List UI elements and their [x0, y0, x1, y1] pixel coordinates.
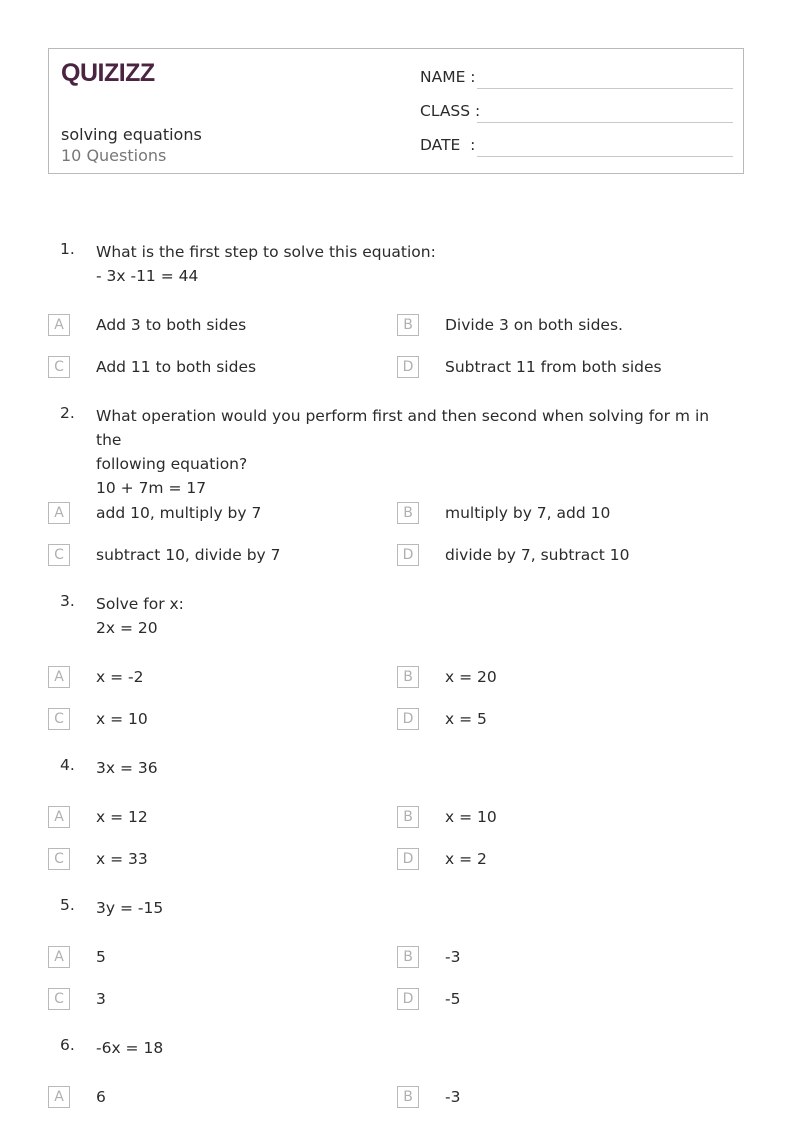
option-letter: A	[48, 806, 70, 828]
question-text	[96, 756, 726, 780]
option-text: -5	[445, 990, 461, 1008]
option-letter: A	[48, 1086, 70, 1108]
question-line: 3x = 36	[96, 759, 158, 777]
question-number: 3.	[60, 592, 75, 610]
option-text: 3	[96, 990, 106, 1008]
option-text: 6	[96, 1088, 106, 1106]
option-letter: C	[48, 848, 70, 870]
option-letter: B	[397, 502, 419, 524]
option-text: x = 20	[445, 668, 497, 686]
option-text: -3	[445, 948, 461, 966]
option-text: x = 33	[96, 850, 148, 868]
question-number: 4.	[60, 756, 75, 774]
name-line	[477, 88, 733, 89]
date-line	[477, 156, 733, 157]
option-text: x = -2	[96, 668, 144, 686]
question-line: What is the first step to solve this equation:	[96, 243, 436, 261]
question-line: 2x = 20	[96, 619, 158, 637]
option-letter: D	[397, 988, 419, 1010]
option-letter: A	[48, 666, 70, 688]
option-text: Divide 3 on both sides.	[445, 316, 623, 334]
option-letter: D	[397, 708, 419, 730]
question-line: Solve for x:	[96, 595, 184, 613]
option-letter: A	[48, 502, 70, 524]
question-number: 6.	[60, 1036, 75, 1054]
option-letter: C	[48, 988, 70, 1010]
name-field[interactable]	[420, 68, 733, 92]
option-letter: D	[397, 356, 419, 378]
option-letter: D	[397, 544, 419, 566]
option-letter: C	[48, 356, 70, 378]
question-line: following equation?	[96, 455, 248, 473]
class-label: CLASS :	[420, 102, 481, 120]
question-line: What operation would you perform first and then second when solving for m in the	[96, 407, 710, 449]
option-letter: B	[397, 946, 419, 968]
option-letter: B	[397, 314, 419, 336]
option-letter: B	[397, 1086, 419, 1108]
worksheet-header	[48, 48, 744, 174]
question-line: 3y = -15	[96, 899, 164, 917]
question-number: 5.	[60, 896, 75, 914]
option-text: x = 10	[96, 710, 148, 728]
question-line: 10 + 7m = 17	[96, 479, 207, 497]
option-text: divide by 7, subtract 10	[445, 546, 630, 564]
question-line: - 3x -11 = 44	[96, 267, 199, 285]
option-letter: C	[48, 708, 70, 730]
option-text: subtract 10, divide by 7	[96, 546, 281, 564]
question-number: 1.	[60, 240, 75, 258]
worksheet-title: solving equations	[61, 125, 202, 144]
option-text: Subtract 11 from both sides	[445, 358, 662, 376]
question-count: 10 Questions	[61, 146, 167, 165]
option-text: Add 3 to both sides	[96, 316, 247, 334]
option-letter: A	[48, 314, 70, 336]
date-field[interactable]	[420, 136, 733, 160]
class-line	[477, 122, 733, 123]
option-text: add 10, multiply by 7	[96, 504, 262, 522]
option-letter: B	[397, 666, 419, 688]
question-number: 2.	[60, 404, 75, 422]
question-text	[96, 240, 726, 288]
option-text: x = 5	[445, 710, 487, 728]
question-text	[96, 404, 726, 500]
option-text: Add 11 to both sides	[96, 358, 257, 376]
quizizz-logo: QUIZIZZ	[61, 59, 155, 87]
option-letter: C	[48, 544, 70, 566]
option-text: 5	[96, 948, 106, 966]
option-letter: B	[397, 806, 419, 828]
class-field[interactable]	[420, 102, 733, 126]
option-text: -3	[445, 1088, 461, 1106]
question-text	[96, 1036, 726, 1060]
option-letter: D	[397, 848, 419, 870]
question-text	[96, 896, 726, 920]
option-letter: A	[48, 946, 70, 968]
question-line: -6x = 18	[96, 1039, 164, 1057]
option-text: x = 2	[445, 850, 487, 868]
option-text: x = 10	[445, 808, 497, 826]
name-label: NAME :	[420, 68, 476, 86]
option-text: multiply by 7, add 10	[445, 504, 611, 522]
date-label: DATE :	[420, 136, 476, 154]
option-text: x = 12	[96, 808, 148, 826]
question-text	[96, 592, 726, 640]
